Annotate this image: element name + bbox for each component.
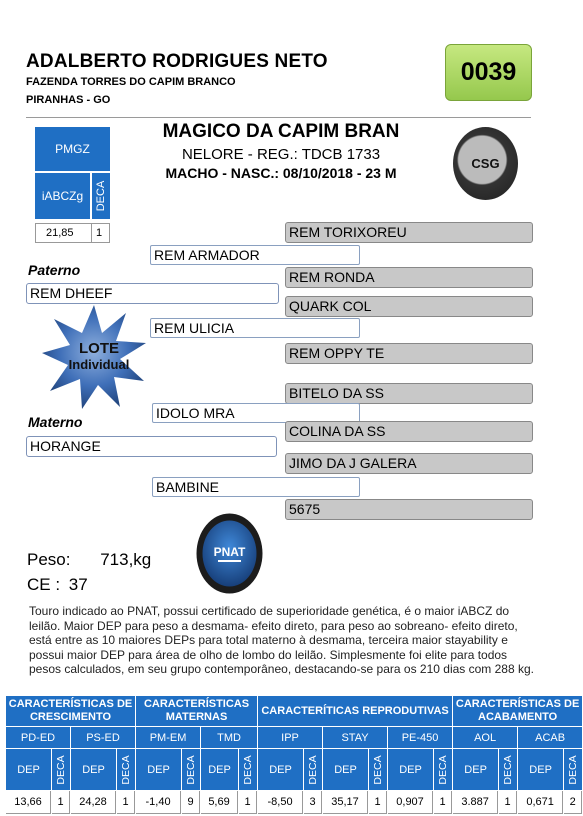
dep-subheader: DEP xyxy=(201,749,238,790)
pedigree-sire-sire-dam: REM RONDA xyxy=(285,267,533,288)
deca-value: 1 xyxy=(369,791,387,814)
deca-subheader: DECA xyxy=(182,749,200,790)
group-reprodutivas: CARACTERÍTICAS REPRODUTIVAS xyxy=(258,696,452,726)
pedigree-dam-dam: BAMBINE xyxy=(152,477,360,497)
deca-subheader: DECA xyxy=(117,749,135,790)
iabczg-value: 21,85 xyxy=(46,227,74,239)
deca-value: 1 xyxy=(499,791,517,814)
trait-header: PS-ED xyxy=(71,727,135,748)
csg-seal-icon xyxy=(453,127,518,200)
dep-subheader: DEP xyxy=(136,749,181,790)
pedigree-sire-sire: REM ARMADOR xyxy=(150,245,360,265)
dep-subheader: DEP xyxy=(323,749,368,790)
deca-value: 2 xyxy=(564,791,582,814)
ce-field xyxy=(27,575,88,595)
pedigree-sire-dam-dam: REM OPPY TE xyxy=(285,343,533,364)
peso-field xyxy=(27,550,151,570)
dep-value: 0,907 xyxy=(388,791,433,814)
dep-subheader: DEP xyxy=(388,749,433,790)
pedigree-sire-dam-sire: QUARK COL xyxy=(285,296,533,317)
trait-header: IPP xyxy=(258,727,322,748)
trait-header: STAY xyxy=(323,727,387,748)
pnat-label: PNAT xyxy=(213,545,246,559)
deca-value: 1 xyxy=(239,791,257,814)
group-maternas: CARACTERÍSTICAS MATERNAS xyxy=(136,696,257,726)
pedigree-dam-dam-sire: JIMO DA J GALERA xyxy=(285,453,533,474)
pedigree-dam: HORANGE xyxy=(26,436,277,457)
deca-subheader: DECA xyxy=(52,749,70,790)
owner-name: ADALBERTO RODRIGUES NETO xyxy=(26,51,328,72)
pmgz-title: PMGZ xyxy=(35,127,110,171)
deca-subheader: DECA xyxy=(434,749,452,790)
pmgz-divider xyxy=(91,224,92,242)
lote-individual-label: LOTE Individual xyxy=(68,340,130,372)
pedigree-dam-sire: IDOLO MRA xyxy=(152,403,360,423)
dep-value: 5,69 xyxy=(201,791,238,814)
header-divider xyxy=(26,117,531,118)
description-text: Touro indicado ao PNAT, possui certificado de superioridade genética, é o maior iABCZ do leilão. Maior DEP para peso a desmama- efeito direto, para peso ao sobreano- efeito direto, está entre as 10 maiores DEPs para total materno à desmama, terceira maior stayability e possui maior DEP para área de olho de lombo do leilão. Simplesmente foi elite para todos pesos calculados, em seu grupo contemporâneo, destacando-se para os 210 dias com 288 kg. xyxy=(29,604,534,677)
dep-subheader: DEP xyxy=(518,749,563,790)
dep-value: 3.887 xyxy=(453,791,498,814)
dep-value: 13,66 xyxy=(6,791,51,814)
city-name: PIRANHAS - GO xyxy=(26,94,111,106)
pedigree-dam-sire-sire: BITELO DA SS xyxy=(285,383,533,404)
trait-header: TMD xyxy=(201,727,257,748)
deca-value: 1 xyxy=(117,791,135,814)
dep-value: 35,17 xyxy=(323,791,368,814)
trait-header: AOL xyxy=(453,727,517,748)
dep-value: -8,50 xyxy=(258,791,303,814)
group-crescimento: CARACTERÍSTICAS DE CRESCIMENTO xyxy=(6,696,135,726)
deca-value: 9 xyxy=(182,791,200,814)
deca-subheader: DECA xyxy=(239,749,257,790)
csg-label: CSG xyxy=(471,156,500,171)
ce-value: 37 xyxy=(68,575,88,594)
pedigree-dam-sire-dam: COLINA DA SS xyxy=(285,421,533,442)
iabczg-label: iABCZg xyxy=(35,173,90,219)
pedigree-dam-dam-dam: 5675 xyxy=(285,499,533,520)
pmgz-header xyxy=(35,127,110,219)
materno-label: Materno xyxy=(28,414,83,430)
trait-header: PM-EM xyxy=(136,727,200,748)
peso-label: Peso: xyxy=(27,550,71,569)
animal-name: MAGICO DA CAPIM BRAN xyxy=(162,121,400,142)
trait-header: ACAB xyxy=(518,727,582,748)
dep-subheader: DEP xyxy=(6,749,51,790)
dep-value: 0,671 xyxy=(518,791,563,814)
deca-subheader: DECA xyxy=(304,749,322,790)
pnat-seal-icon xyxy=(196,513,263,594)
farm-name: FAZENDA TORRES DO CAPIM BRANCO xyxy=(26,76,236,88)
ce-label: CE : xyxy=(27,575,61,594)
trait-header: PD-ED xyxy=(6,727,70,748)
lot-number-badge: 0039 xyxy=(445,44,532,101)
dep-table xyxy=(5,695,583,815)
deca-subheader: DECA xyxy=(369,749,387,790)
paterno-label: Paterno xyxy=(28,262,81,278)
pmgz-deca-value: 1 xyxy=(96,227,103,239)
dep-value: -1,40 xyxy=(136,791,181,814)
deca-value: 1 xyxy=(52,791,70,814)
pedigree-sire: REM DHEEF xyxy=(26,283,279,304)
peso-value: 713,kg xyxy=(100,550,152,569)
pedigree-sire-dam: REM ULICIA xyxy=(150,318,360,338)
dep-subheader: DEP xyxy=(71,749,116,790)
trait-header: PE-450 xyxy=(388,727,452,748)
dep-subheader: DEP xyxy=(258,749,303,790)
deca-value: 3 xyxy=(304,791,322,814)
pedigree-sire-sire-sire: REM TORIXOREU xyxy=(285,222,533,243)
group-acabamento: CARACTERÍSTICAS DE ACABAMENTO xyxy=(453,696,582,726)
pmgz-deca-label: DECA xyxy=(92,173,110,219)
dep-subheader: DEP xyxy=(453,749,498,790)
dep-value: 24,28 xyxy=(71,791,116,814)
animal-breed-registration: NELORE - REG.: TDCB 1733 xyxy=(181,146,381,163)
deca-value: 1 xyxy=(434,791,452,814)
animal-sex-birth: MACHO - NASC.: 08/10/2018 - 23 M xyxy=(165,165,397,181)
deca-subheader: DECA xyxy=(499,749,517,790)
pmgz-values xyxy=(35,223,110,243)
deca-subheader: DECA xyxy=(564,749,582,790)
